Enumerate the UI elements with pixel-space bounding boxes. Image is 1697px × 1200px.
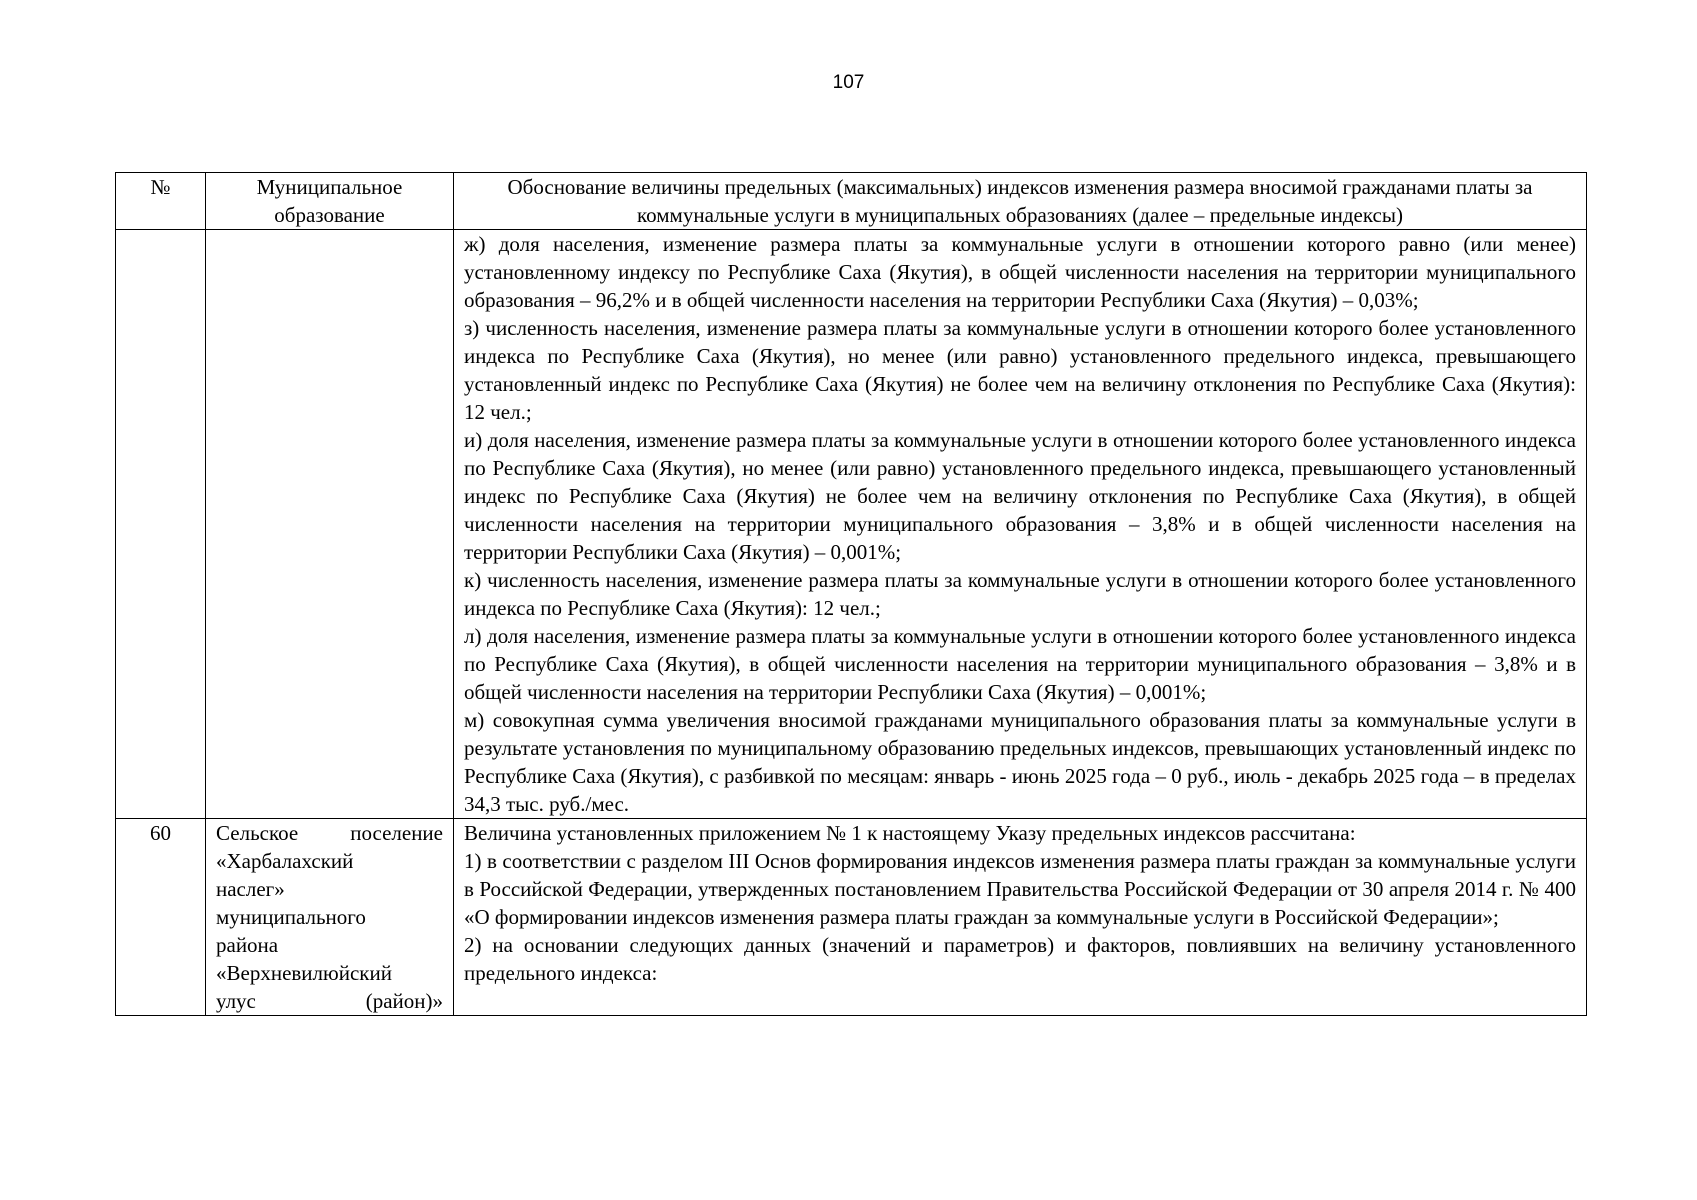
justification-paragraph: 2) на основании следующих данных (значений и параметров) и факторов, повлиявших на величину установленного предельного индекса: [464, 933, 1576, 985]
row-justification [454, 230, 1587, 819]
municipality-line: Сельское поселение [216, 821, 443, 845]
header-number: № [116, 173, 206, 230]
municipality-line: улус (район)» [216, 989, 443, 1013]
table-row [116, 819, 1587, 1016]
header-justification: Обоснование величины предельных (максимальных) индексов изменения размера вносимой гражданами платы за коммунальные услуги в муниципальных образованиях (далее – предельные индексы) [454, 173, 1587, 230]
row-justification [454, 819, 1587, 1016]
justification-paragraph: м) совокупная сумма увеличения вносимой гражданами муниципального образования платы за коммунальные услуги в результате установления по муниципальному образованию предельных индексов, превышающих установленный индекс по Республике Саха (Якутия), с разбивкой по месяцам: январь - июнь 2025 года – 0 руб., июль - декабрь 2025 года – в пределах 34,3 тыс. руб./мес. [464, 708, 1576, 816]
table-row [116, 230, 1587, 819]
table-header-row [116, 173, 1587, 230]
justification-paragraph: к) численность населения, изменение размера платы за коммунальные услуги в отношении которого более установленного индекса по Республике Саха (Якутия): 12 чел.; [464, 568, 1576, 620]
municipality-line: района [216, 933, 279, 957]
row-number: 60 [116, 819, 206, 1016]
justification-paragraph: и) доля населения, изменение размера платы за коммунальные услуги в отношении которого более установленного индекса по Республике Саха (Якутия), но менее (или равно) установленного предельного индекса, превышающего установленный индекс по Республике Саха (Якутия) не более чем на величину отклонения по Республике Саха (Якутия), в общей численности населения на территории муниципального образования – 3,8% и в общей численности населения на территории Республики Саха (Якутия) – 0,001%; [464, 428, 1576, 564]
municipality-line: «Харбалахский [216, 849, 354, 873]
row-municipality [206, 230, 454, 819]
page-number: 107 [832, 72, 865, 93]
municipality-line: «Верхневилюйский [216, 961, 392, 985]
justification-paragraph: ж) доля населения, изменение размера платы за коммунальные услуги в отношении которого равно (или менее) установленному индексу по Республике Саха (Якутия), в общей численности населения на территории муниципального образования – 96,2% и в общей численности населения на территории Республики Саха (Якутия) – 0,03%; [464, 232, 1576, 312]
row-municipality [206, 819, 454, 1016]
header-municipality: Муниципальное образование [206, 173, 454, 230]
row-number [116, 230, 206, 819]
justification-paragraph: з) численность населения, изменение размера платы за коммунальные услуги в отношении которого более установленного индекса по Республике Саха (Якутия), но менее (или равно) установленного предельного индекса, превышающего установленный индекс по Республике Саха (Якутия) не более чем на величину отклонения по Республике Саха (Якутия): 12 чел.; [464, 316, 1576, 424]
justification-paragraph: 1) в соответствии с разделом III Основ формирования индексов изменения размера платы граждан за коммунальные услуги в Российской Федерации, утвержденных постановлением Правительства Российской Федерации от 30 апреля 2014 г. № 400 «О формировании индексов изменения размера платы граждан за коммунальные услуги в Российской Федерации»; [464, 849, 1576, 929]
indices-table [115, 172, 1587, 1016]
justification-paragraph: л) доля населения, изменение размера платы за коммунальные услуги в отношении которого более установленного индекса по Республике Саха (Якутия), в общей численности населения на территории муниципального образования – 3,8% и в общей численности населения на территории Республики Саха (Якутия) – 0,001%; [464, 624, 1576, 704]
justification-paragraph: Величина установленных приложением № 1 к настоящему Указу предельных индексов рассчитана: [464, 821, 1356, 845]
municipality-line: наслег» [216, 877, 285, 901]
municipality-line: муниципального [216, 905, 366, 929]
